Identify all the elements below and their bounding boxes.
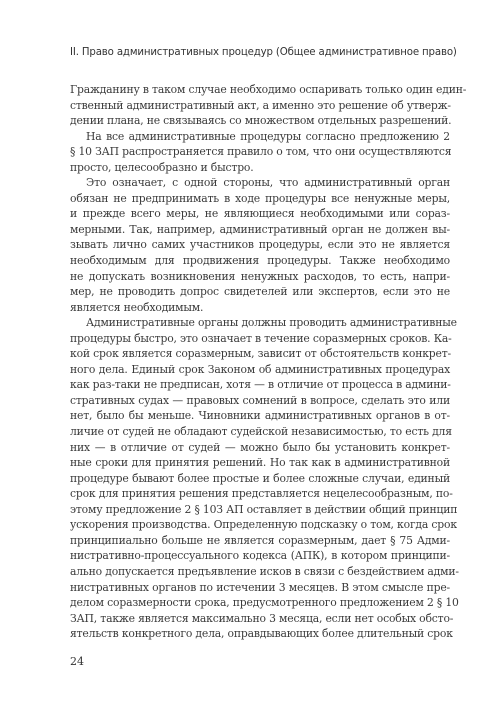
text-line: ЗАП, также является максимально 3 месяца, если нет особых обсто- — [70, 611, 454, 625]
text-line: принципиально больше не является соразмерным, дает § 75 Адми- — [70, 533, 450, 547]
text-line: срок для принятия решения представляется нецелесообразным, по- — [70, 487, 453, 501]
text-line: делом соразмерности срока, предусмотренного предложением 2 § 10 — [70, 596, 459, 610]
text-line: ного дела. Единый срок Законом об административных процедурах — [70, 362, 450, 376]
text-line: является необходимым. — [70, 300, 204, 314]
text-line: Административные органы должны проводить административные — [86, 316, 457, 330]
text-line: необходимым для продвижения процедуры. Также необходимо — [70, 254, 450, 268]
text-line: не допускать возникновения ненужных расходов, то есть, напри- — [70, 269, 450, 283]
text-line: нистративно-процессуального кодекса (АПК), в котором принципи- — [70, 549, 450, 563]
text-line: ные сроки для принятия решений. Но так как в административной — [70, 456, 450, 470]
text-line: дении плана, не связываясь со множеством отдельных разрешений. — [70, 114, 452, 128]
paragraph — [70, 315, 459, 641]
text-line: как раз-таки не предписан, хотя — в отличие от процесса в админи- — [70, 378, 451, 392]
text-line: стративных судах — правовых сомнений в вопросе, сделать это или — [70, 393, 450, 407]
text-line: процедуры быстро, это означает в течение соразмерных сроков. Ка- — [70, 331, 452, 345]
text-line: ально допускается предъявление исков в связи с бездействием адми- — [70, 564, 459, 578]
text-line: Это означает, с одной стороны, что административный орган — [86, 176, 450, 190]
text-line: ственный административный акт, а именно это решение об утверж- — [70, 98, 451, 112]
text-line: просто, целесообразно и быстро. — [70, 160, 254, 174]
text-line: Гражданину в таком случае необходимо оспаривать только один един- — [70, 83, 467, 96]
paragraph — [70, 175, 450, 315]
text-line: зывать лично самих участников процедуры, если это не является — [70, 238, 450, 252]
text-line: ускорения производства. Определенную подсказку о том, когда срок — [70, 518, 457, 532]
paragraph — [70, 129, 450, 176]
text-line: кой срок является соразмерным, зависит от обстоятельств конкрет- — [70, 347, 451, 361]
text-line: нистративных органов по истечении 3 месяцев. В этом смысле пре- — [70, 580, 450, 594]
text-line: мер, не проводить допрос свидетелей или экспертов, если это не — [70, 285, 450, 299]
text-line: личие от судей не обладают судейской независимостью, то есть для — [70, 425, 452, 439]
text-line: и прежде всего меры, не являющиеся необходимыми или сораз- — [70, 207, 450, 221]
paragraph — [70, 82, 467, 129]
body-text — [70, 82, 467, 642]
text-line: нет, было бы меньше. Чиновники административных органов в от- — [70, 409, 450, 423]
text-line: § 10 ЗАП распространяется правило о том, что они осуществляются — [70, 145, 452, 159]
page-number: 24 — [70, 655, 84, 668]
text-line: ятельств конкретного дела, оправдывающих более длительный срок — [70, 627, 453, 641]
text-line: мерными. Так, например, административный орган не должен вы- — [70, 222, 450, 236]
text-line: обязан не предпринимать в ходе процедуры все ненужные меры, — [70, 191, 450, 205]
running-header: II. Право административных процедур (Общее административное право) — [70, 47, 457, 58]
text-line: них — в отличие от судей — можно было бы установить конкрет- — [70, 440, 450, 454]
text-line: этому предложение 2 § 10З АП оставляет в действии общий принцип — [70, 502, 458, 516]
text-line: процедуре бывают более простые и более сложные случаи, единый — [70, 471, 450, 485]
text-line: На все административные процедуры согласно предложению 2 — [86, 129, 450, 143]
